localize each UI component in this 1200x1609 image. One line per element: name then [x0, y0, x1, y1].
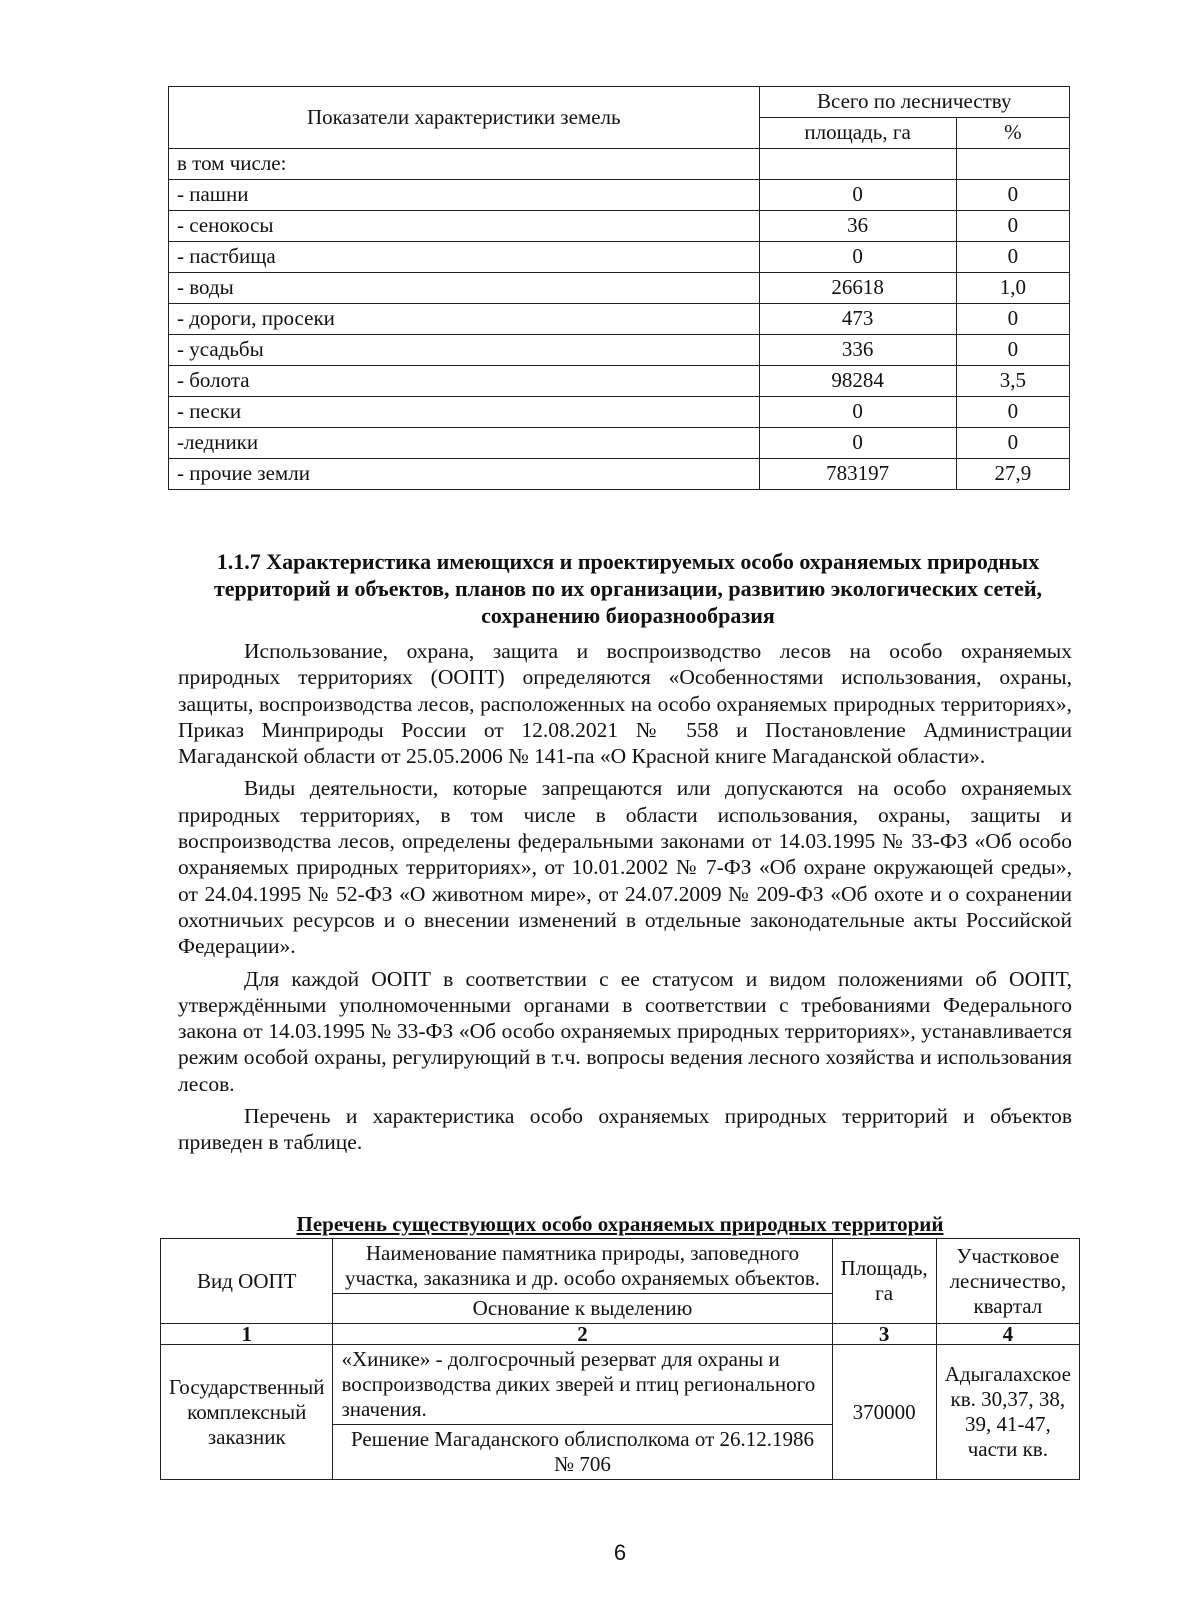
header-basis: Основание к выделению [333, 1294, 832, 1324]
table-row [169, 211, 1070, 242]
header-total: Всего по лесничеству [759, 87, 1069, 118]
row-label: в том числе: [169, 149, 760, 180]
oopt-table [160, 1238, 1080, 1480]
row-percent: 0 [956, 211, 1069, 242]
header-district: Участковое лесничество, квартал [936, 1239, 1079, 1324]
oopt-district: Адыгалахское кв. 30,37, 38, 39, 41-47, части кв. [936, 1345, 1079, 1480]
row-percent: 0 [956, 428, 1069, 459]
row-label: - прочие земли [169, 459, 760, 490]
row-area: 0 [759, 397, 956, 428]
table-row [169, 335, 1070, 366]
row-label: - пески [169, 397, 760, 428]
table-row [169, 397, 1070, 428]
page-number: 6 [613, 1540, 627, 1565]
row-area: 0 [759, 428, 956, 459]
column-index: 2 [333, 1324, 832, 1345]
row-percent [956, 149, 1069, 180]
row-percent: 3,5 [956, 366, 1069, 397]
row-label: - сенокосы [169, 211, 760, 242]
row-label: -ледники [169, 428, 760, 459]
header-percent: % [956, 118, 1069, 149]
table-row [169, 180, 1070, 211]
table-row [161, 1345, 1080, 1425]
header-type: Вид ООПТ [161, 1239, 333, 1324]
paragraph: Для каждой ООПТ в соответствии с ее статусом и видом положениями об ООПТ, утверждёнными уполномоченными органами в соответствии с требованиями Федерального закона от 14.03.1995 № 33-ФЗ «Об особо охраняемых природных территориях», устанавливается режим особой охраны, регулирующий в т.ч. вопросы ведения лесного хозяйства и использования лесов. [178, 966, 1072, 1096]
oopt-name: «Хинике» - долгосрочный резерват для охраны и воспроизводства диких зверей и птиц регионального значения. [333, 1345, 832, 1425]
row-label: - пашни [169, 180, 760, 211]
header-name: Наименование памятника природы, заповедного участка, заказника и др. особо охраняемых объектов. [333, 1239, 832, 1294]
row-percent: 0 [956, 304, 1069, 335]
section-title: 1.1.7 Характеристика имеющихся и проектируемых особо охраняемых природных территорий и объектов, планов по их организации, развитию экологических сетей, сохранению биоразнообразия [213, 549, 1043, 628]
row-percent: 0 [956, 180, 1069, 211]
column-index: 3 [832, 1324, 936, 1345]
row-area: 36 [759, 211, 956, 242]
row-percent: 0 [956, 397, 1069, 428]
paragraph: Использование, охрана, защита и воспроизводство лесов на особо охраняемых природных территориях (ООПТ) определяются «Особенностями использования, охраны, защиты, воспроизводства лесов, расположенных на особо охраняемых природных территориях», Приказ Минприроды России от 12.08.2021 № 558 и Постановление Администрации Магаданской области от 25.05.2006 № 141-па «О Красной книге Магаданской области». [178, 639, 1072, 769]
row-label: - пастбища [169, 242, 760, 273]
row-label: - воды [169, 273, 760, 304]
header-indicator: Показатели характеристики земель [169, 87, 760, 149]
paragraph: Перечень и характеристика особо охраняемых природных территорий и объектов приведен в таблице. [178, 1104, 1072, 1155]
table-row [169, 366, 1070, 397]
column-index-row [161, 1324, 1080, 1345]
row-area: 98284 [759, 366, 956, 397]
row-percent: 27,9 [956, 459, 1069, 490]
oopt-table-caption: Перечень существующих особо охраняемых природных территорий [296, 1212, 944, 1236]
table-row [169, 428, 1070, 459]
row-label: - болота [169, 366, 760, 397]
table-row [169, 242, 1070, 273]
column-index: 1 [161, 1324, 333, 1345]
row-area: 336 [759, 335, 956, 366]
table-header-row [161, 1239, 1080, 1294]
row-area: 783197 [759, 459, 956, 490]
row-area: 473 [759, 304, 956, 335]
table-header-row [169, 87, 1070, 118]
row-label: - усадьбы [169, 335, 760, 366]
row-percent: 0 [956, 335, 1069, 366]
table-row [169, 304, 1070, 335]
row-percent: 1,0 [956, 273, 1069, 304]
oopt-type: Государственный комплексный заказник [161, 1345, 333, 1480]
row-percent: 0 [956, 242, 1069, 273]
row-area: 26618 [759, 273, 956, 304]
section-body [178, 638, 1072, 1162]
oopt-area: 370000 [832, 1345, 936, 1480]
table-row [169, 273, 1070, 304]
paragraph: Виды деятельности, которые запрещаются или допускаются на особо охраняемых природных территориях, в том числе в области использования, охраны, защиты и воспроизводства лесов, определены федеральными законами от 14.03.1995 № 33-ФЗ «Об особо охраняемых природных территориях», от 10.01.2002 № 7-ФЗ «Об охране окружающей среды», от 24.04.1995 № 52-ФЗ «О животном мире», от 24.07.2009 № 209-ФЗ «Об охоте и о сохранении охотничьих ресурсов и о внесении изменений в отдельные законодательные акты Российской Федерации». [178, 776, 1072, 959]
column-index: 4 [936, 1324, 1079, 1345]
land-characteristics-table [168, 86, 1070, 490]
row-area: 0 [759, 242, 956, 273]
table-row [169, 149, 1070, 180]
table-row [169, 459, 1070, 490]
header-area: Площадь, га [832, 1239, 936, 1324]
row-area: 0 [759, 180, 956, 211]
row-area [759, 149, 956, 180]
header-area: площадь, га [759, 118, 956, 149]
row-label: - дороги, просеки [169, 304, 760, 335]
oopt-basis: Решение Магаданского облисполкома от 26.12.1986 № 706 [333, 1425, 832, 1480]
